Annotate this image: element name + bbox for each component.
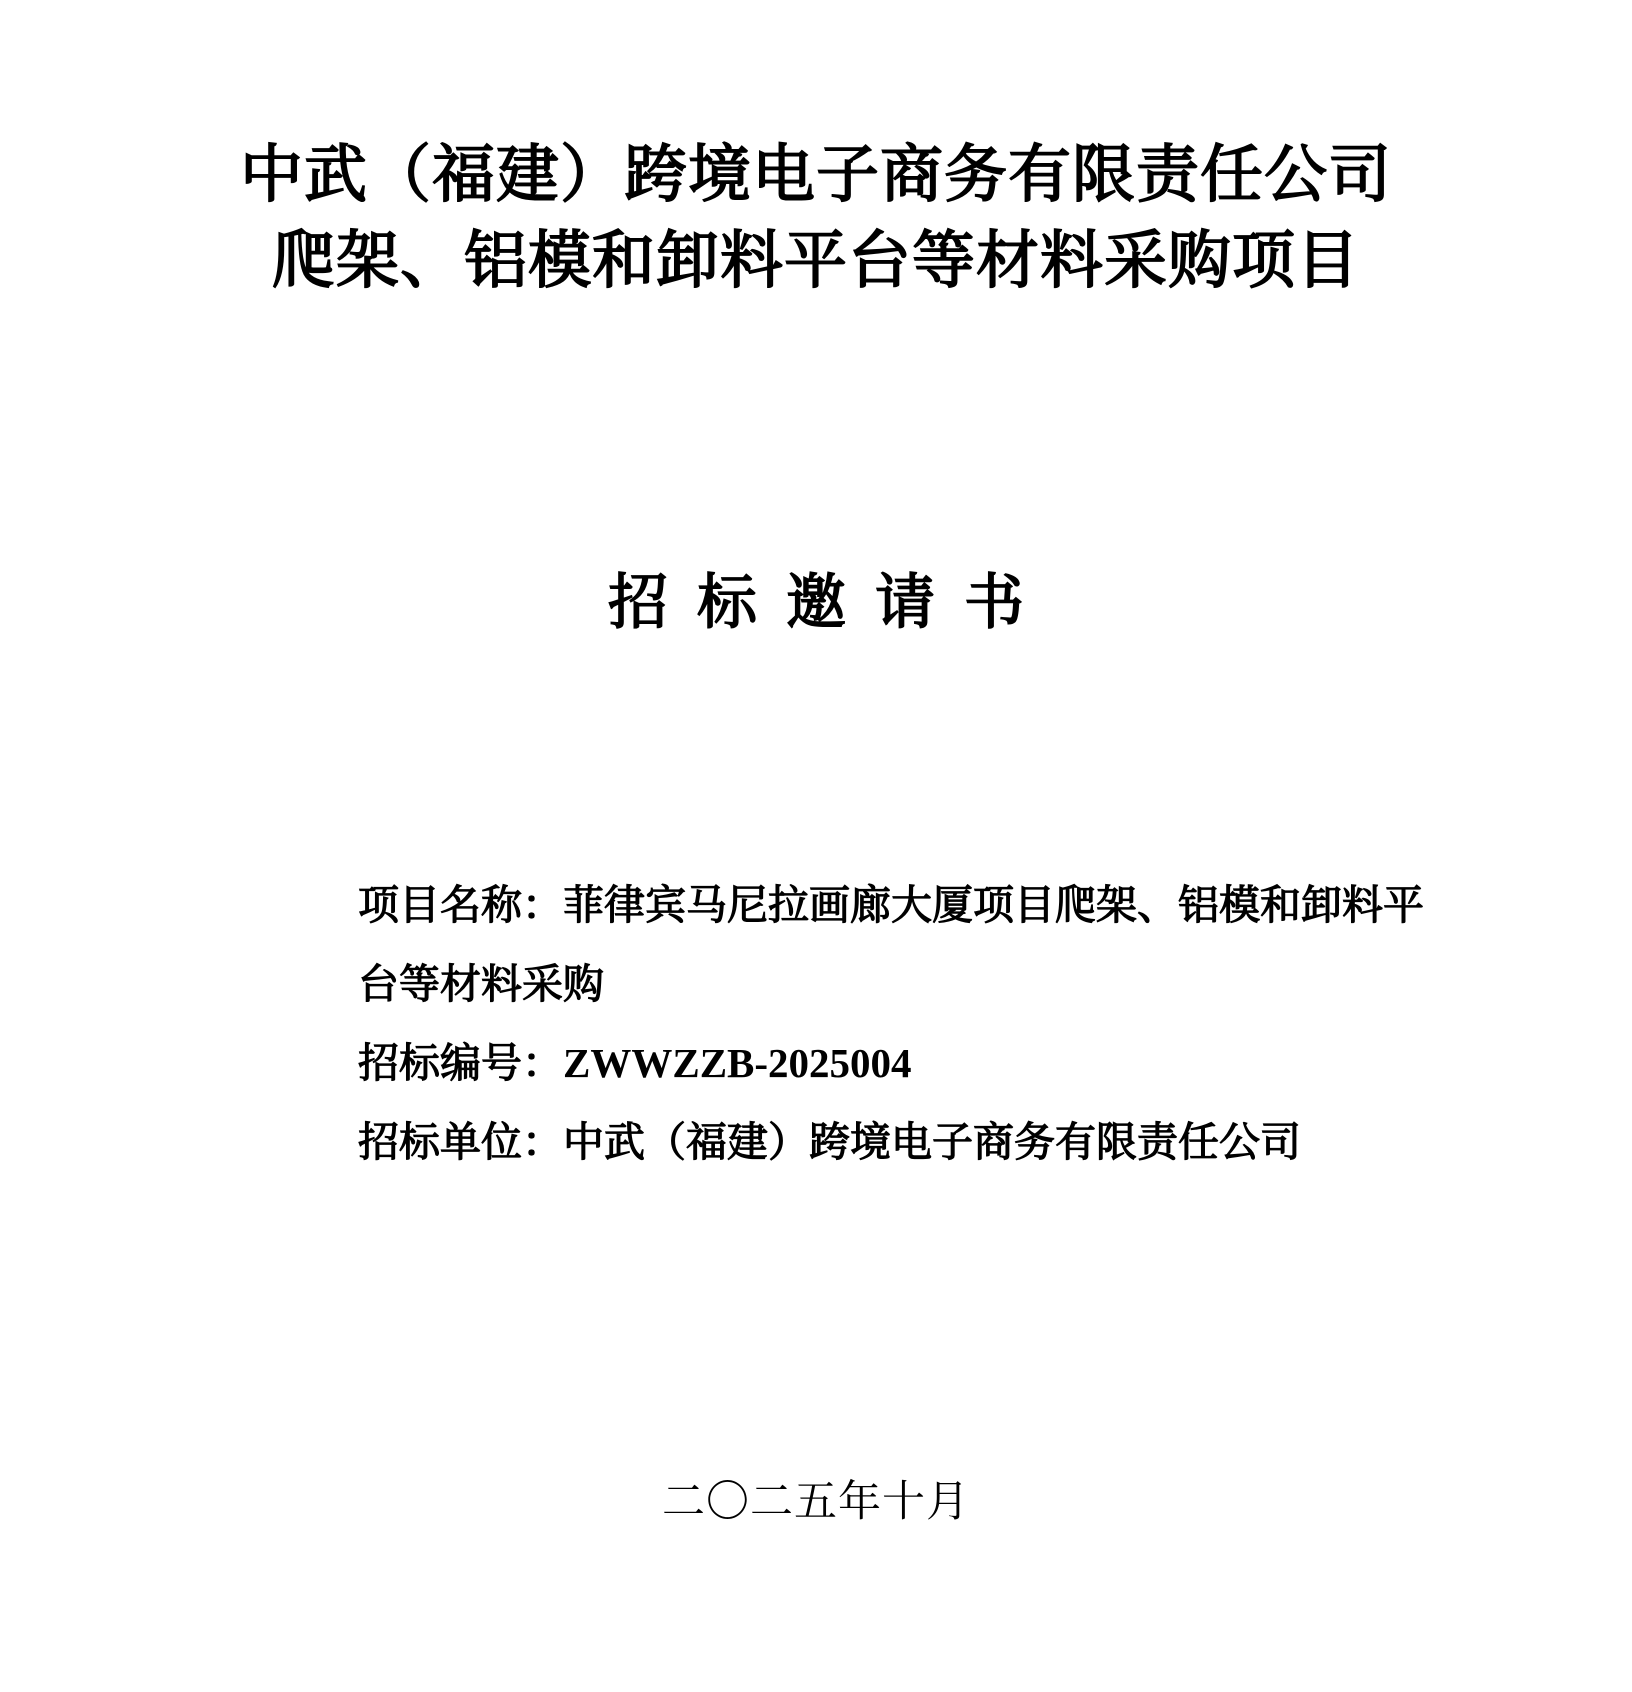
document-date: 二〇二五年十月: [662, 1479, 970, 1526]
document-title: [0, 132, 1632, 304]
tender-number-value: ZWWZZB-2025004: [563, 1040, 912, 1086]
document-title-line2: 爬架、铝模和卸料平台等材料采购项目: [272, 226, 1360, 296]
tender-number-label: 招标编号：: [358, 1040, 563, 1086]
project-name-label: 项目名称：: [358, 882, 563, 928]
tender-unit-label: 招标单位：: [358, 1119, 563, 1165]
doc-type-heading: 招 标 邀 请 书: [608, 570, 1024, 636]
tender-number-line: [358, 1024, 1418, 1103]
document-title-line1: 中武（福建）跨境电子商务有限责任公司: [240, 140, 1392, 210]
project-name-line2: [358, 945, 1418, 1024]
project-name-line1: [358, 866, 1424, 945]
tender-unit-value: 中武（福建）跨境电子商务有限责任公司: [563, 1119, 1301, 1165]
tender-info-block: [358, 866, 1424, 1182]
tender-unit-line: [358, 1103, 1418, 1182]
project-name-value-line2: 台等材料采购: [358, 961, 604, 1007]
project-name-value-line1: 菲律宾马尼拉画廊大厦项目爬架、铝模和卸料平: [563, 882, 1424, 928]
